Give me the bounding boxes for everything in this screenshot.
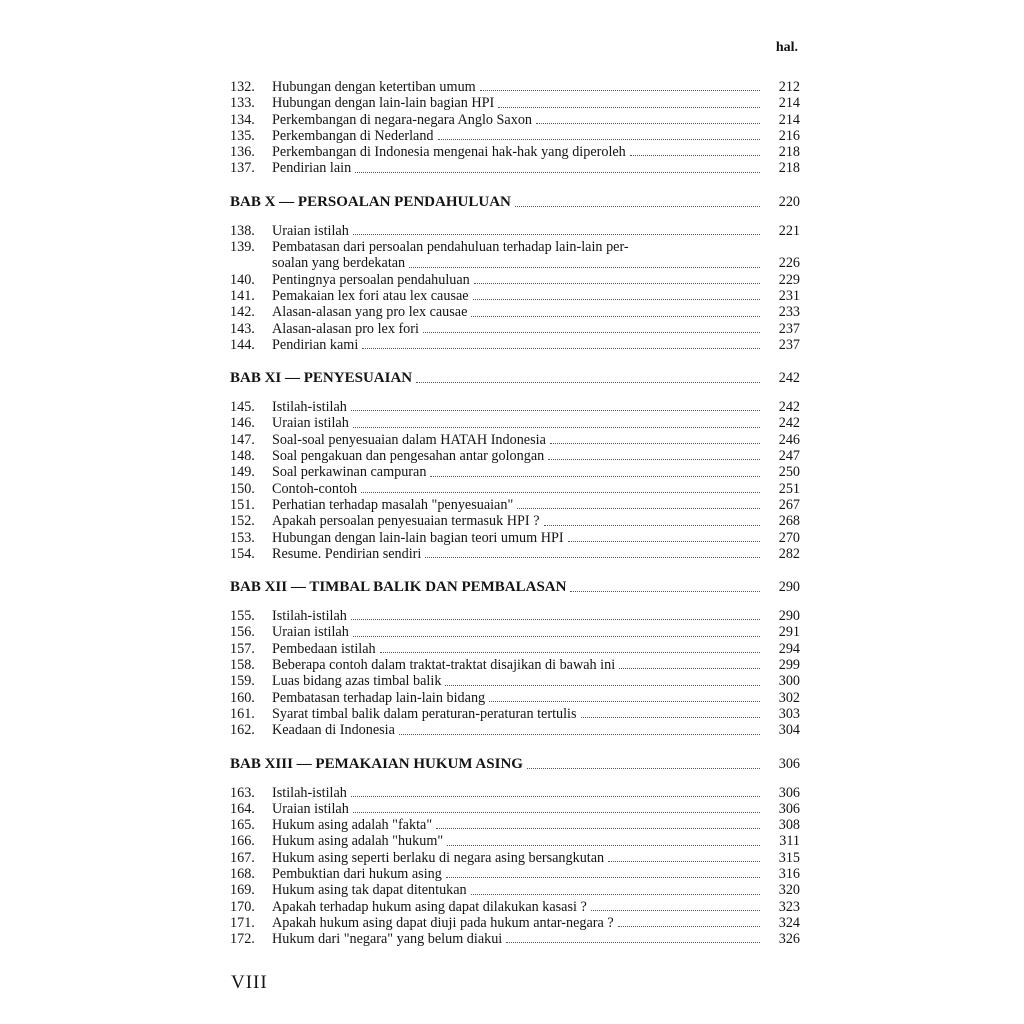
entry-title: Uraian istilah: [272, 800, 349, 817]
entry-title: Hukum dari "negara" yang belum diakui: [272, 931, 503, 948]
toc-entry: [230, 673, 800, 689]
dot-leader: [498, 107, 760, 108]
entry-number: 136.: [230, 144, 255, 161]
toc-entry: [230, 95, 800, 111]
entry-title: Pembuktian dari hukum asing: [272, 865, 442, 882]
entry-number: 155.: [230, 608, 255, 625]
toc-entry: [230, 608, 800, 624]
toc-entry: [230, 288, 800, 304]
dot-leader: [446, 877, 760, 878]
entry-page: 250: [778, 464, 800, 481]
entry-page: 302: [778, 689, 800, 706]
dot-leader: [409, 267, 760, 268]
entry-page: 315: [778, 849, 800, 866]
entry-title: Uraian istilah: [272, 624, 349, 641]
dot-leader: [608, 861, 760, 862]
entry-number: 138.: [230, 222, 255, 239]
toc-entry: [230, 530, 800, 546]
toc-entry: [230, 785, 800, 801]
entry-title: Hubungan dengan lain-lain bagian teori umum HPI: [272, 529, 564, 546]
entry-number: 159.: [230, 673, 255, 690]
entry-page: 231: [778, 287, 800, 304]
entry-title: Pemakaian lex fori atau lex causae: [272, 287, 469, 304]
entry-page: 229: [778, 271, 800, 288]
entry-title: Uraian istilah: [272, 222, 349, 239]
toc-entry: [230, 690, 800, 706]
toc-entry: [230, 399, 800, 415]
entry-number: 167.: [230, 849, 255, 866]
dot-leader: [353, 427, 760, 428]
entry-page: 216: [778, 127, 800, 144]
toc-entry: [230, 223, 800, 239]
entry-page: 326: [778, 931, 800, 948]
entry-number: 157.: [230, 640, 255, 657]
entry-title: Contoh-contoh: [272, 480, 358, 497]
entry-number: 160.: [230, 689, 255, 706]
toc-entry: [230, 866, 800, 882]
dot-leader: [489, 701, 760, 702]
entry-number: 148.: [230, 448, 255, 465]
entry-page: 270: [778, 529, 800, 546]
dot-leader: [471, 316, 760, 317]
toc-entry: [230, 128, 800, 144]
entry-number: 156.: [230, 624, 255, 641]
entry-page: 218: [778, 160, 800, 177]
entry-number: 147.: [230, 431, 255, 448]
entry-title: Hubungan dengan lain-lain bagian HPI: [272, 95, 495, 112]
dot-leader: [355, 172, 760, 173]
entry-page: 214: [778, 111, 800, 128]
entry-title: Resume. Pendirian sendiri: [272, 545, 422, 562]
entry-title: Apakah hukum asing dapat diuji pada hukum antar-negara ?: [272, 914, 614, 931]
entry-page: 311: [779, 833, 800, 850]
entry-title: Perkembangan di Nederland: [272, 127, 434, 144]
entry-page: 218: [778, 144, 800, 161]
chapter-title: BAB XIII — PEMAKAIAN HUKUM ASING: [230, 755, 523, 772]
entry-title: Soal-soal penyesuaian dalam HATAH Indonesia: [272, 431, 546, 448]
toc-entry: [230, 112, 800, 128]
dot-leader: [618, 926, 760, 927]
toc-entry: [230, 321, 800, 337]
toc-entry: [230, 513, 800, 529]
entry-title: Pembatasan terhadap lain-lain bidang: [272, 689, 486, 706]
entry-page: 242: [778, 399, 800, 416]
chapter-heading: [230, 193, 800, 211]
entry-page: 214: [778, 95, 800, 112]
entry-page: 291: [778, 624, 800, 641]
entry-page: 267: [778, 496, 800, 513]
entry-number: 165.: [230, 817, 255, 834]
entry-title-continued: soalan yang berdekatan: [272, 255, 406, 272]
entry-number: 163.: [230, 784, 255, 801]
entry-title: Hukum asing tak dapat ditentukan: [272, 882, 467, 899]
dot-leader: [353, 234, 760, 235]
toc-entry: [230, 464, 800, 480]
toc-entry: [230, 931, 800, 947]
toc-entry: [230, 899, 800, 915]
toc-entry: [230, 882, 800, 898]
entry-number: 166.: [230, 833, 255, 850]
toc-entry: [230, 657, 800, 673]
entry-page: 237: [778, 336, 800, 353]
dot-leader: [581, 717, 760, 718]
entry-title: Beberapa contoh dalam traktat-traktat disajikan di bawah ini: [272, 657, 616, 674]
toc-entry: [230, 432, 800, 448]
entry-page: 247: [778, 448, 800, 465]
entry-title: Alasan-alasan yang pro lex causae: [272, 304, 468, 321]
entry-page: 323: [778, 898, 800, 915]
dot-leader: [630, 155, 760, 156]
chapter-page: 306: [778, 755, 800, 772]
toc-entry: [230, 497, 800, 513]
entry-number: 158.: [230, 657, 255, 674]
table-of-contents: [230, 79, 800, 947]
entry-number: 162.: [230, 722, 255, 739]
entry-number: 134.: [230, 111, 255, 128]
entry-title: Apakah terhadap hukum asing dapat dilakukan kasasi ?: [272, 898, 587, 915]
toc-entry: [230, 144, 800, 160]
toc-entry: [230, 272, 800, 288]
entry-page: 212: [778, 79, 800, 95]
dot-leader: [380, 652, 760, 653]
entry-page: 303: [778, 705, 800, 722]
chapter-title: BAB XI — PENYESUAIAN: [230, 370, 413, 387]
toc-entry: [230, 415, 800, 431]
entry-number: 171.: [230, 914, 255, 931]
entry-number: 143.: [230, 320, 255, 337]
entry-title: Alasan-alasan pro lex fori: [272, 320, 419, 337]
entry-title: Syarat timbal balik dalam peraturan-peraturan tertulis: [272, 705, 577, 722]
entry-page: 221: [778, 222, 800, 239]
chapter-title: BAB XII — TIMBAL BALIK DAN PEMBALASAN: [230, 579, 567, 596]
toc-entry: [230, 160, 800, 176]
dot-leader: [416, 382, 760, 383]
entry-title: Apakah persoalan penyesuaian termasuk HPI ?: [272, 513, 540, 530]
entry-page: 242: [778, 415, 800, 432]
dot-leader: [351, 619, 760, 620]
entry-number: 141.: [230, 287, 255, 304]
entry-number: 133.: [230, 95, 255, 112]
dot-leader: [471, 894, 760, 895]
entry-title: Pembatasan dari persoalan pendahuluan terhadap lain-lain per-: [272, 239, 629, 256]
toc-entry: [230, 722, 800, 738]
page-number: VIII: [231, 972, 268, 993]
dot-leader: [447, 845, 760, 846]
entry-title: Perkembangan di negara-negara Anglo Saxon: [272, 111, 533, 128]
entry-number: 169.: [230, 882, 255, 899]
entry-title: Istilah-istilah: [272, 784, 347, 801]
dot-leader: [568, 541, 760, 542]
entry-title: Istilah-istilah: [272, 399, 347, 416]
entry-page: 246: [778, 431, 800, 448]
entry-page: 233: [778, 304, 800, 321]
entry-title: Luas bidang azas timbal balik: [272, 673, 442, 690]
dot-leader: [351, 410, 760, 411]
entry-title: Hubungan dengan ketertiban umum: [272, 79, 476, 95]
toc-entry: [230, 337, 800, 353]
entry-number: 146.: [230, 415, 255, 432]
chapter-page: 290: [778, 579, 800, 596]
entry-title: Hukum asing adalah "fakta": [272, 817, 433, 834]
page-column-heading: hal.: [775, 40, 798, 55]
toc-entry: [230, 641, 800, 657]
entry-number: 137.: [230, 160, 255, 177]
entry-title: Soal perkawinan campuran: [272, 464, 427, 481]
entry-title: Soal pengakuan dan pengesahan antar golongan: [272, 448, 545, 465]
toc-entry: [230, 79, 800, 95]
entry-title: Pembedaan istilah: [272, 640, 376, 657]
entry-page: 237: [778, 320, 800, 337]
entry-number: 132.: [230, 79, 255, 95]
toc-entry: [230, 706, 800, 722]
entry-title: Pentingnya persoalan pendahuluan: [272, 271, 470, 288]
entry-number: 151.: [230, 496, 255, 513]
entry-number: 172.: [230, 931, 255, 948]
chapter-page: 242: [778, 370, 800, 387]
entry-page: 268: [778, 513, 800, 530]
dot-leader: [527, 768, 760, 769]
entry-number: 150.: [230, 480, 255, 497]
entry-page: 290: [778, 608, 800, 625]
toc-entry: [230, 481, 800, 497]
entry-title: Hukum asing adalah "hukum": [272, 833, 444, 850]
entry-number: 154.: [230, 545, 255, 562]
dot-leader: [548, 459, 760, 460]
dot-leader: [544, 525, 761, 526]
dot-leader: [591, 910, 760, 911]
entry-title: Perhatian terhadap masalah "penyesuaian": [272, 496, 514, 513]
entry-number: 139.: [230, 239, 255, 256]
dot-leader: [438, 139, 760, 140]
entry-page: 306: [778, 784, 800, 801]
entry-page: 316: [778, 865, 800, 882]
entry-title: Uraian istilah: [272, 415, 349, 432]
entry-title: Istilah-istilah: [272, 608, 347, 625]
entry-page: 304: [778, 722, 800, 739]
dot-leader: [517, 508, 760, 509]
entry-page: 300: [778, 673, 800, 690]
dot-leader: [536, 123, 760, 124]
entry-number: 135.: [230, 127, 255, 144]
dot-leader: [473, 299, 760, 300]
toc-entry-continuation: [230, 255, 800, 271]
toc-entry: [230, 239, 800, 255]
chapter-page: 220: [778, 193, 800, 210]
dot-leader: [353, 636, 760, 637]
entry-title: Pendirian lain: [272, 160, 352, 177]
dot-leader: [436, 828, 760, 829]
toc-entry: [230, 850, 800, 866]
entry-page: 282: [778, 545, 800, 562]
dot-leader: [480, 90, 760, 91]
entry-number: 170.: [230, 898, 255, 915]
dot-leader: [506, 942, 760, 943]
toc-entry: [230, 833, 800, 849]
dot-leader: [399, 734, 760, 735]
entry-page: 308: [778, 817, 800, 834]
entry-number: 144.: [230, 336, 255, 353]
toc-entry: [230, 915, 800, 931]
chapter-title: BAB X — PERSOALAN PENDAHULUAN: [230, 193, 511, 210]
toc-entry: [230, 801, 800, 817]
entry-page: 299: [778, 657, 800, 674]
entry-title: Pendirian kami: [272, 336, 359, 353]
dot-leader: [570, 591, 760, 592]
entry-number: 153.: [230, 529, 255, 546]
entry-number: 140.: [230, 271, 255, 288]
entry-title: Hukum asing seperti berlaku di negara asing bersangkutan: [272, 849, 605, 866]
entry-number: 149.: [230, 464, 255, 481]
dot-leader: [445, 685, 760, 686]
dot-leader: [474, 283, 760, 284]
entry-title: Keadaan di Indonesia: [272, 722, 395, 739]
dot-leader: [423, 332, 760, 333]
entry-number: 145.: [230, 399, 255, 416]
entry-page: 306: [778, 800, 800, 817]
chapter-heading: [230, 369, 800, 387]
entry-page: 251: [778, 480, 800, 497]
dot-leader: [515, 206, 760, 207]
dot-leader: [619, 668, 760, 669]
entry-page: 320: [778, 882, 800, 899]
entry-number: 142.: [230, 304, 255, 321]
entry-number: 168.: [230, 865, 255, 882]
dot-leader: [361, 492, 760, 493]
dot-leader: [550, 443, 760, 444]
dot-leader: [353, 812, 760, 813]
entry-page: 294: [778, 640, 800, 657]
dot-leader: [425, 557, 760, 558]
toc-entry: [230, 304, 800, 320]
entry-number: 161.: [230, 705, 255, 722]
dot-leader: [351, 796, 760, 797]
entry-title: Perkembangan di Indonesia mengenai hak-hak yang diperoleh: [272, 144, 626, 161]
toc-entry: [230, 546, 800, 562]
chapter-heading: [230, 578, 800, 596]
dot-leader: [362, 348, 760, 349]
entry-page: 226: [778, 255, 800, 272]
toc-entry: [230, 624, 800, 640]
toc-entry: [230, 817, 800, 833]
entry-number: 164.: [230, 800, 255, 817]
toc-entry: [230, 448, 800, 464]
dot-leader: [430, 476, 760, 477]
entry-number: 152.: [230, 513, 255, 530]
entry-page: 324: [778, 914, 800, 931]
chapter-heading: [230, 755, 800, 773]
